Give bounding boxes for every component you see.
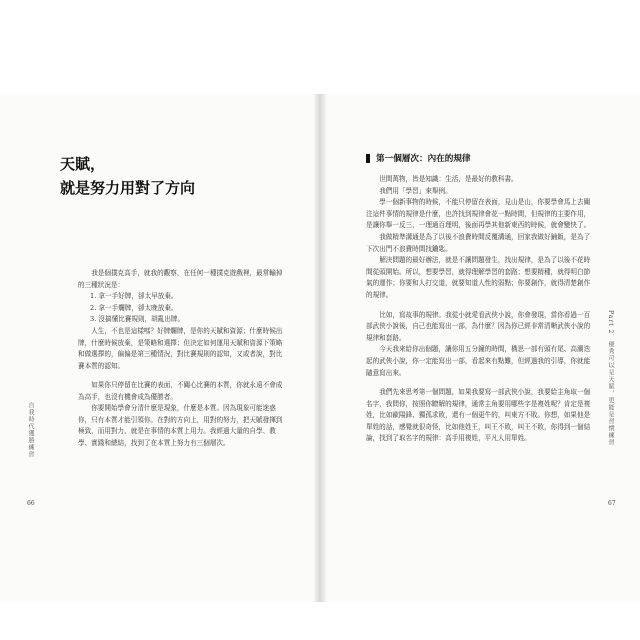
section-marker-bar	[366, 154, 370, 163]
chapter-title-line1: 天賦，	[60, 155, 106, 173]
paragraph: 我們用「學習」來舉例。	[379, 186, 452, 195]
list-item: 3. 沒搞懂比賽規則，胡亂出牌。	[90, 315, 185, 324]
section-title: 第一個層次：內在的規律	[376, 154, 471, 164]
paragraph: 我們先來思考第一個問題，如果我要寫一部武俠小說，我要給主角取一個名字，我問你，按照你瞭解的規律，通常主角要用哪些字是複姓呢？肯定是複姓，比如歐陽鋒、獨孤求敗，還有一個更牛的，叫東方不敗。你想，如果他是單姓的話，感覺就很奇怪，比如他姓王，叫王不敗，叫王不敗，你得到一個結論，找到了取名字的規律：高手用複姓，平凡人用單姓。	[366, 388, 591, 443]
list-item: 1. 拿一手好牌，卻太早放棄。	[90, 292, 178, 301]
right-running-title: Part 2．優秀可以是天賦，更能是習慣練習	[607, 310, 614, 447]
left-body-text	[78, 268, 288, 372]
left-body-text-lower	[78, 380, 288, 450]
paragraph: 人生，不也是這樣嗎？好牌爛牌，是你的天賦和資源；什麼時候出牌，什麼時候放棄，是策略和選擇；但決定如何運用天賦和資源下策略和做選擇的，偏偏是第三種情況，對比賽規則的認知，又或者說，對比賽本質的認知。	[78, 326, 283, 370]
left-page-number: 66	[27, 500, 35, 507]
paragraph: 比如，寫故事的規律。我從小就愛看武俠小說，你會發現，當你看過一百部武俠小說後，自己也能寫出一部，為什麼？因為你已經非常清晰武俠小說的規律和套路。	[366, 310, 591, 342]
book-gutter	[314, 94, 326, 602]
paragraph: 學一個新事物的時候，不能只停留在表面，見山是山，你要學會馬上去關注這件事情的規律是什麼，也許找到規律會花一點時間，但規律的主要作用，是讓你舉一反三，一理通百理明，後面再學其他新東西的時候，就會變快了。	[366, 198, 591, 230]
paragraph: 解決問題的最好辦法，就是不讓問題發生，找出規律，是為了以後不花時間從頭開始。所以，想要學習，就得理解學習的套路；想要精種，就得明白節氣的運作；你要和人打交道，就要知道人性的弱點；你要創作，就得清楚創作的規律。	[366, 256, 591, 299]
list-item: 2. 拿一手爛牌，卻太晚放棄。	[90, 303, 178, 312]
paragraph: 世間萬物，皆是知識：生活，是最好的教科書。	[379, 175, 518, 183]
section-heading	[366, 152, 471, 164]
left-running-title: 自我時代獲勝練習	[27, 402, 34, 458]
chapter-title	[60, 152, 195, 200]
intro-paragraph: 我是個撲克高手，就我的觀察，在任何一種撲克遊戲裡，最常輸掉的三種狀況是：	[78, 269, 283, 289]
paragraph: 我做精準溝通是為了以後不浪費時間反覆溝通，回家我做好鋪飯，是為了下次出門不浪費時間找鑰匙。	[366, 232, 591, 253]
right-page-number: 67	[608, 500, 616, 507]
paragraph: 今天我來給你出個題，讓你用五分鐘的時間，構思一部有頭有尾、高潮迭起的武俠小說，你一定能寫出一部，看起來有點難，但經過我的引導，你就能隨意寫出來。	[366, 345, 591, 377]
chapter-title-line2: 就是努力用對了方向	[60, 179, 196, 197]
right-body-text	[366, 174, 596, 445]
paragraph: 你要開始學會分清什麼是現象，什麼是本質。因為現象可能迷惑你，只有本質才能引領你。在對的方向上，用對的努力，把天賦發揮到極致，而用對力，就是在事情的本質上用力。我經過大量的自學、教學、實踐和總結，找到了在本質上努力有三個層次。	[78, 404, 283, 447]
paragraph: 如果你只停留在比賽的表面，不關心比賽的本質，你就永遠不會成為高手，也沒有機會成為優勝者。	[78, 381, 283, 401]
